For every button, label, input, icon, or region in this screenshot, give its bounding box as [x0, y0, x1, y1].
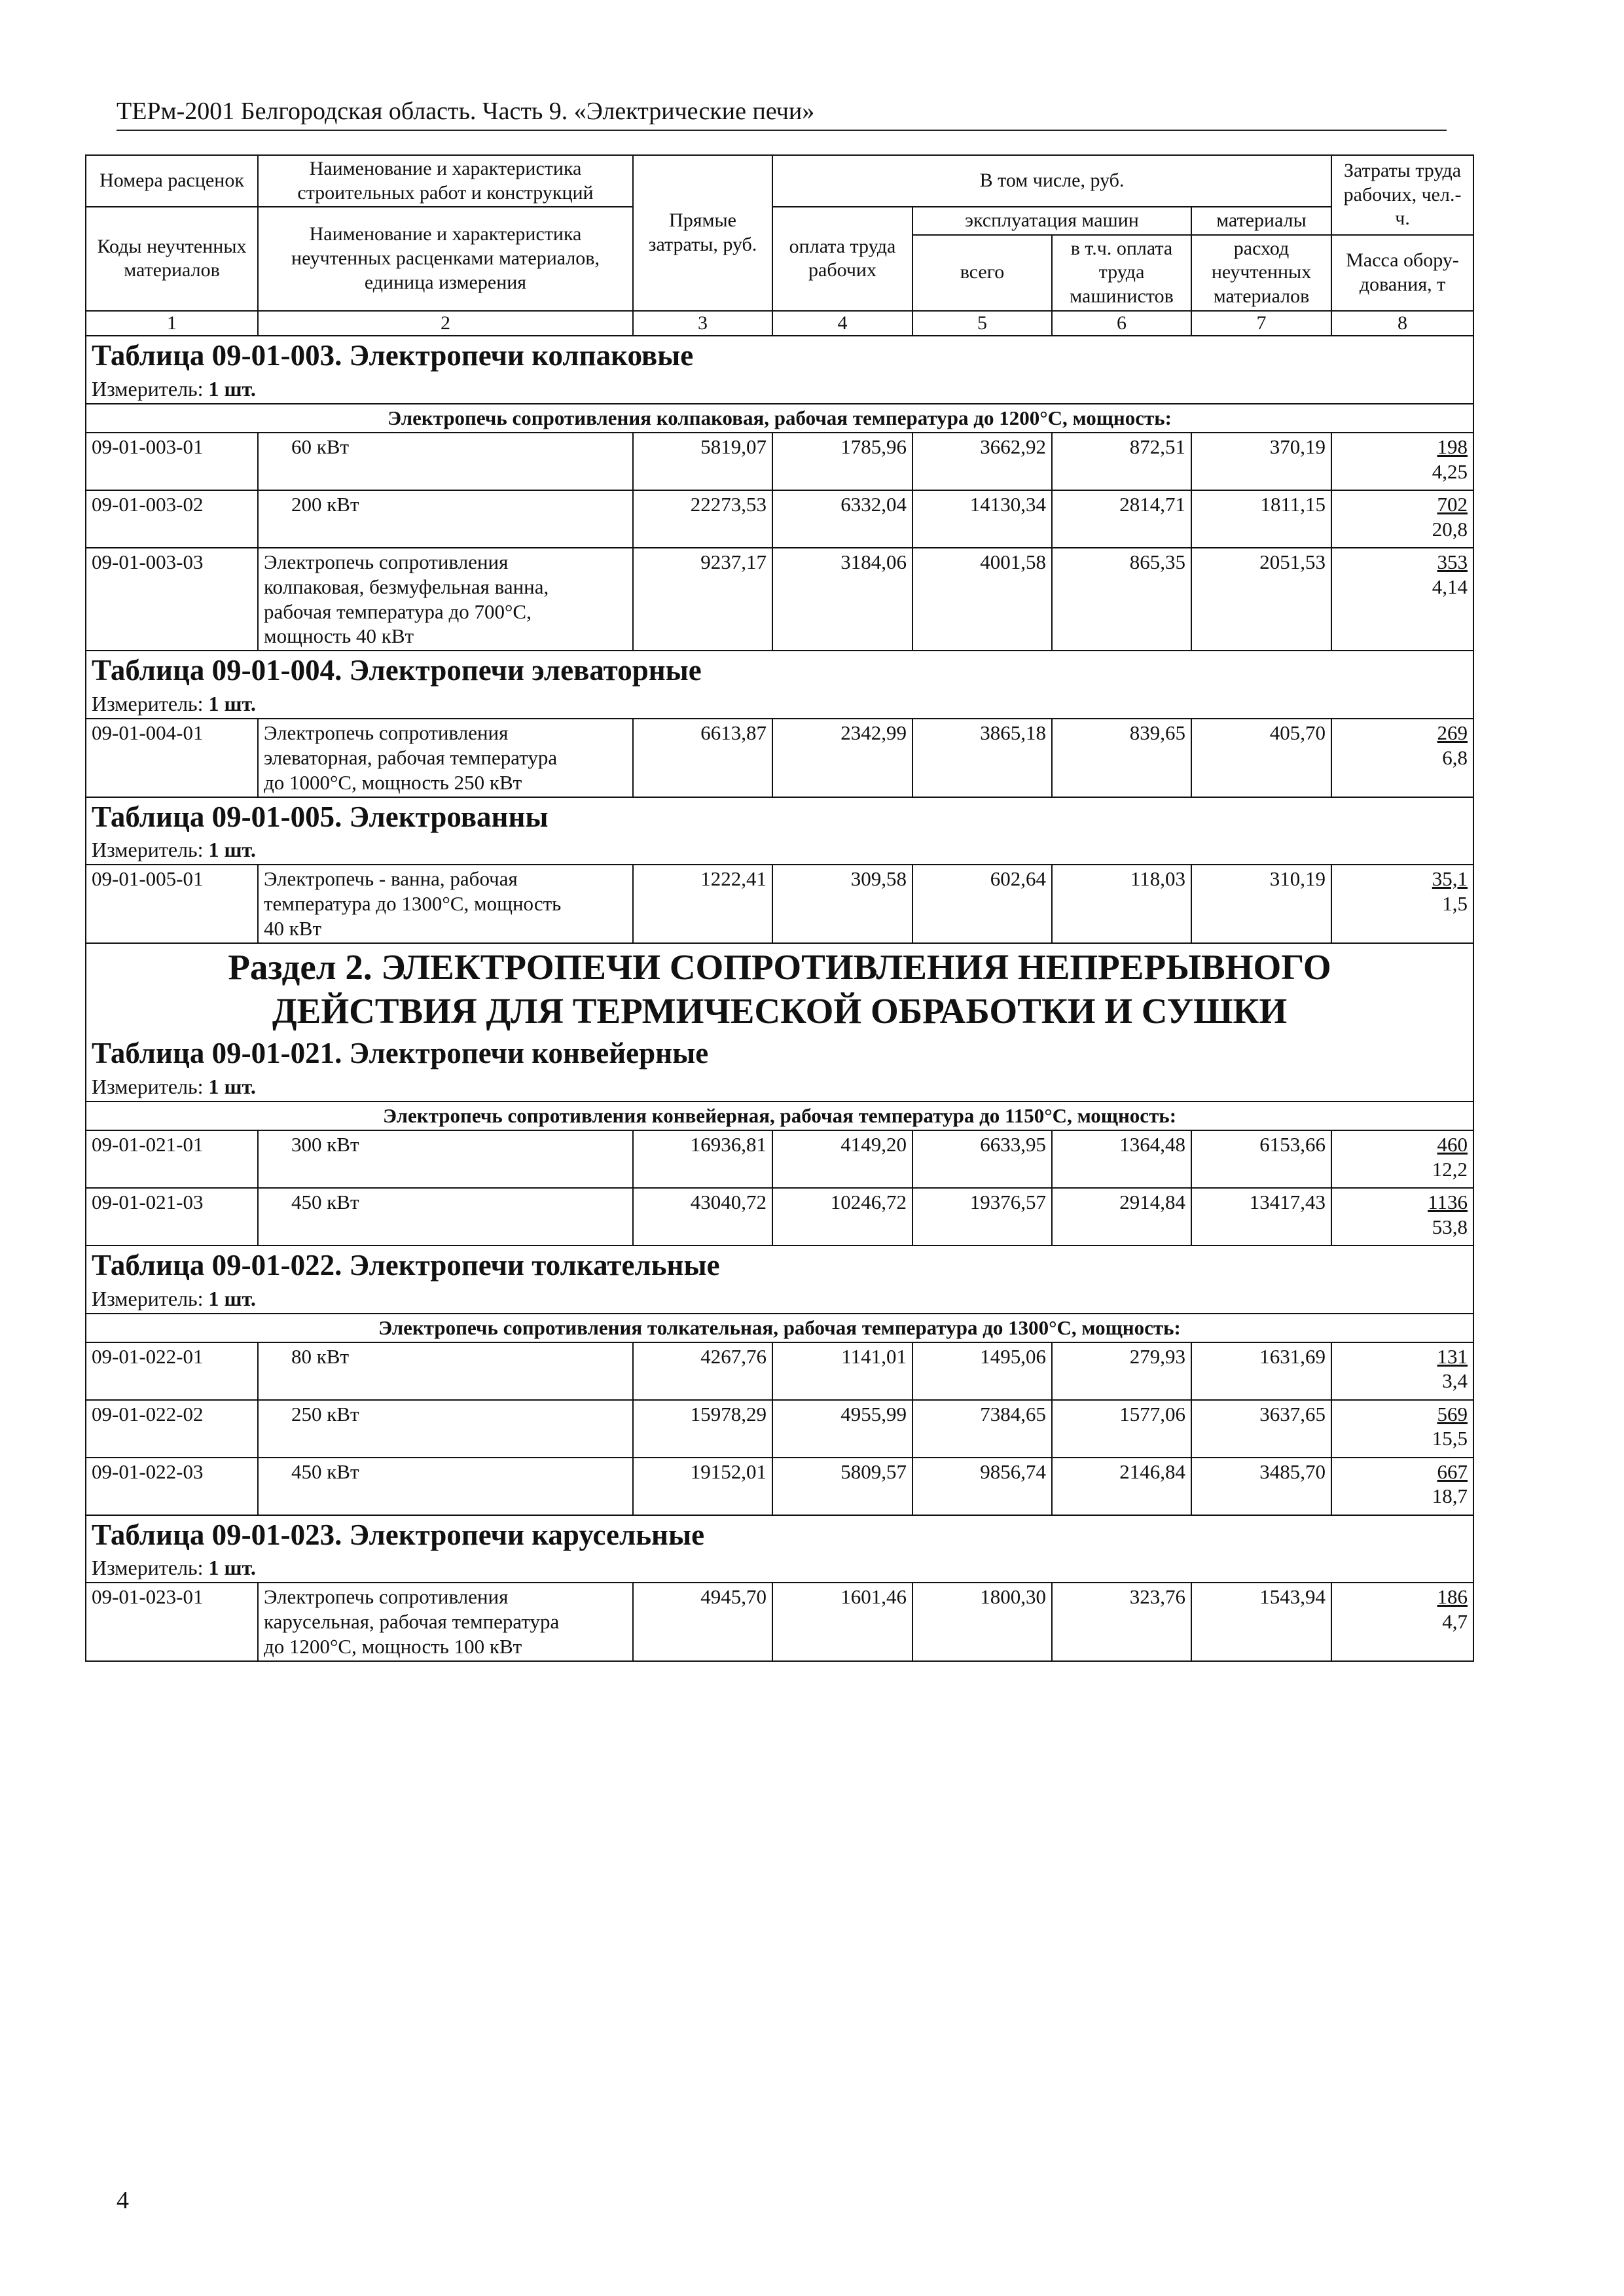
machines-total: 3865,18	[912, 719, 1052, 797]
measure-label: Измеритель:	[92, 377, 209, 401]
table-09-01-023	[86, 1515, 1473, 1661]
direct-cost: 1222,41	[633, 865, 772, 942]
measure-line	[86, 1073, 1473, 1102]
equipment-mass: 15,5	[1432, 1427, 1468, 1450]
labor-pay: 4955,99	[772, 1400, 912, 1458]
incl-header: В том числе, руб.	[772, 155, 1331, 207]
table-row	[86, 1188, 1473, 1246]
measure-label: Измеритель:	[92, 1074, 209, 1098]
direct-cost: 5819,07	[633, 433, 772, 490]
labor-mass-cell	[1331, 1188, 1473, 1246]
equipment-mass: 53,8	[1432, 1215, 1468, 1238]
labor-pay: 10246,72	[772, 1188, 912, 1246]
col8-header-a: Затраты труда рабочих, чел.-ч.	[1331, 155, 1473, 235]
labor-pay: 2342,99	[772, 719, 912, 797]
col-num: 2	[258, 311, 633, 336]
direct-cost: 22273,53	[633, 490, 772, 548]
row-name: 450 кВт	[258, 1458, 633, 1515]
table-row	[86, 490, 1473, 548]
col2-header-b: Наименование и характеристика неучтенных расценками материалов, единица измерения	[258, 207, 633, 310]
labor-pay: 4149,20	[772, 1130, 912, 1188]
col-num: 1	[86, 311, 258, 336]
col6-header: в т.ч. оплата труда машинистов	[1052, 235, 1191, 311]
col5-header: всего	[912, 235, 1052, 311]
table-09-01-022	[86, 1246, 1473, 1515]
materials-cost: 6153,66	[1191, 1130, 1331, 1188]
labor-mass-cell	[1331, 1400, 1473, 1458]
table-row	[86, 865, 1473, 942]
col1-header-a: Номера расценок	[86, 155, 258, 207]
measure-line	[86, 836, 1473, 865]
labor-hours: 198	[1437, 435, 1468, 458]
labor-hours: 186	[1437, 1585, 1468, 1609]
section-heading-line1: Раздел 2. ЭЛЕКТРОПЕЧИ СОПРОТИВЛЕНИЯ НЕПРЕРЫВНОГО	[228, 946, 1331, 987]
row-code: 09-01-022-02	[86, 1400, 258, 1458]
col-num: 8	[1331, 311, 1473, 336]
machinists-pay: 872,51	[1052, 433, 1191, 490]
measure-value: 1 шт.	[208, 1286, 256, 1310]
machinists-pay: 1364,48	[1052, 1130, 1191, 1188]
machinists-pay: 839,65	[1052, 719, 1191, 797]
measure-value: 1 шт.	[208, 1556, 256, 1580]
direct-cost: 43040,72	[633, 1188, 772, 1246]
table-row	[86, 1130, 1473, 1188]
col-num: 6	[1052, 311, 1191, 336]
subheading: Электропечь сопротивления конвейерная, рабочая температура до 1150°С, мощность:	[86, 1102, 1473, 1130]
table-title: Таблица 09-01-005. Электрованны	[86, 797, 1473, 836]
measure-label: Измеритель:	[92, 692, 209, 716]
machinists-pay: 865,35	[1052, 548, 1191, 651]
labor-mass-cell	[1331, 1583, 1473, 1660]
labor-pay: 6332,04	[772, 490, 912, 548]
labor-mass-cell	[1331, 865, 1473, 942]
materials-cost: 1631,69	[1191, 1342, 1331, 1400]
equipment-mass: 12,2	[1432, 1157, 1468, 1181]
row-code: 09-01-023-01	[86, 1583, 258, 1660]
direct-cost: 6613,87	[633, 719, 772, 797]
table-title: Таблица 09-01-003. Электропечи колпаковые	[86, 336, 1473, 375]
direct-cost: 4945,70	[633, 1583, 772, 1660]
table-09-01-021	[86, 1034, 1473, 1246]
col3-header: Прямые затраты, руб.	[633, 155, 772, 311]
row-code: 09-01-005-01	[86, 865, 258, 942]
machinists-pay: 2914,84	[1052, 1188, 1191, 1246]
machines-total: 9856,74	[912, 1458, 1052, 1515]
row-name: 60 кВт	[258, 433, 633, 490]
page-number: 4	[117, 2187, 129, 2214]
section-2	[86, 943, 1473, 1034]
row-code: 09-01-021-01	[86, 1130, 258, 1188]
materials-cost: 2051,53	[1191, 548, 1331, 651]
row-name: 250 кВт	[258, 1400, 633, 1458]
col-num: 3	[633, 311, 772, 336]
labor-hours: 667	[1437, 1460, 1468, 1483]
measure-line	[86, 1285, 1473, 1314]
equipment-mass: 4,7	[1442, 1610, 1468, 1634]
col-num: 5	[912, 311, 1052, 336]
labor-pay: 309,58	[772, 865, 912, 942]
measure-value: 1 шт.	[208, 692, 256, 716]
col8-header-b: Масса обору-дования, т	[1331, 235, 1473, 311]
equipment-mass: 1,5	[1442, 892, 1468, 916]
col1-header-b: Коды неучтенных материалов	[86, 207, 258, 310]
equipment-mass: 20,8	[1432, 517, 1468, 541]
table-title: Таблица 09-01-021. Электропечи конвейерные	[86, 1034, 1473, 1073]
labor-mass-cell	[1331, 548, 1473, 651]
table-09-01-005	[86, 797, 1473, 943]
table-row	[86, 548, 1473, 651]
machines-total: 602,64	[912, 865, 1052, 942]
table-09-01-003	[86, 336, 1473, 651]
machines-total: 1495,06	[912, 1342, 1052, 1400]
materials-cost: 3485,70	[1191, 1458, 1331, 1515]
labor-pay: 1141,01	[772, 1342, 912, 1400]
section-heading	[86, 943, 1473, 1034]
machinists-pay: 118,03	[1052, 865, 1191, 942]
row-name: 450 кВт	[258, 1188, 633, 1246]
materials-cost: 1811,15	[1191, 490, 1331, 548]
row-name: 200 кВт	[258, 490, 633, 548]
row-name: 300 кВт	[258, 1130, 633, 1188]
col4-header: оплата труда рабочих	[772, 207, 912, 310]
labor-hours: 702	[1437, 492, 1468, 516]
labor-pay: 5809,57	[772, 1458, 912, 1515]
subheading: Электропечь сопротивления толкательная, рабочая температура до 1300°С, мощность:	[86, 1314, 1473, 1342]
equipment-mass: 4,14	[1432, 575, 1468, 598]
materials-header: материалы	[1191, 207, 1331, 235]
materials-cost: 310,19	[1191, 865, 1331, 942]
labor-mass-cell	[1331, 433, 1473, 490]
equipment-mass: 4,25	[1432, 459, 1468, 483]
labor-hours: 460	[1437, 1132, 1468, 1156]
measure-line	[86, 375, 1473, 404]
measure-label: Измеритель:	[92, 1556, 209, 1580]
materials-cost: 370,19	[1191, 433, 1331, 490]
equipment-mass: 3,4	[1442, 1369, 1468, 1393]
direct-cost: 4267,76	[633, 1342, 772, 1400]
table-row	[86, 1342, 1473, 1400]
labor-pay: 1601,46	[772, 1583, 912, 1660]
col-num: 7	[1191, 311, 1331, 336]
column-numbers-row	[86, 311, 1473, 336]
row-code: 09-01-003-03	[86, 548, 258, 651]
table-row	[86, 1400, 1473, 1458]
materials-cost: 405,70	[1191, 719, 1331, 797]
measure-label: Измеритель:	[92, 1286, 209, 1310]
machinists-pay: 2814,71	[1052, 490, 1191, 548]
machines-total: 14130,34	[912, 490, 1052, 548]
price-table	[85, 154, 1474, 1662]
measure-label: Измеритель:	[92, 838, 209, 862]
labor-hours: 569	[1437, 1402, 1468, 1426]
labor-mass-cell	[1331, 490, 1473, 548]
row-code: 09-01-003-02	[86, 490, 258, 548]
measure-value: 1 шт.	[208, 838, 256, 862]
table-title: Таблица 09-01-022. Электропечи толкательные	[86, 1246, 1473, 1285]
materials-cost: 1543,94	[1191, 1583, 1331, 1660]
machinists-pay: 323,76	[1052, 1583, 1191, 1660]
direct-cost: 9237,17	[633, 548, 772, 651]
machines-total: 3662,92	[912, 433, 1052, 490]
labor-mass-cell	[1331, 1130, 1473, 1188]
direct-cost: 16936,81	[633, 1130, 772, 1188]
equipment-mass: 6,8	[1442, 745, 1468, 769]
section-heading-line2: ДЕЙСТВИЯ ДЛЯ ТЕРМИЧЕСКОЙ ОБРАБОТКИ И СУШКИ	[272, 990, 1288, 1031]
col-num: 4	[772, 311, 912, 336]
machinists-pay: 1577,06	[1052, 1400, 1191, 1458]
measure-value: 1 шт.	[208, 1074, 256, 1098]
row-name: Электропечь сопротивления колпаковая, безмуфельная ванна, рабочая температура до 700°С, мощность 40 кВт	[258, 548, 633, 651]
labor-mass-cell	[1331, 1342, 1473, 1400]
direct-cost: 19152,01	[633, 1458, 772, 1515]
col7-header: расход неучтенных материалов	[1191, 235, 1331, 311]
table-title: Таблица 09-01-023. Электропечи карусельные	[86, 1515, 1473, 1554]
measure-line	[86, 1554, 1473, 1583]
row-code: 09-01-004-01	[86, 719, 258, 797]
direct-cost: 15978,29	[633, 1400, 772, 1458]
machinists-pay: 2146,84	[1052, 1458, 1191, 1515]
table-row	[86, 1583, 1473, 1660]
machines-total: 1800,30	[912, 1583, 1052, 1660]
labor-pay: 3184,06	[772, 548, 912, 651]
row-name: Электропечь - ванна, рабочая температура до 1300°С, мощность 40 кВт	[258, 865, 633, 942]
table-row	[86, 719, 1473, 797]
row-code: 09-01-022-01	[86, 1342, 258, 1400]
row-name: Электропечь сопротивления элеваторная, рабочая температура до 1000°С, мощность 250 кВт	[258, 719, 633, 797]
equipment-mass: 18,7	[1432, 1484, 1468, 1508]
measure-line	[86, 690, 1473, 719]
page-header: ТЕРм-2001 Белгородская область. Часть 9. «Электрические печи»	[117, 97, 1447, 131]
materials-cost: 13417,43	[1191, 1188, 1331, 1246]
machines-total: 4001,58	[912, 548, 1052, 651]
labor-mass-cell	[1331, 719, 1473, 797]
machines-header: эксплуатация машин	[912, 207, 1191, 235]
labor-hours: 1136	[1428, 1190, 1468, 1213]
measure-value: 1 шт.	[208, 377, 256, 401]
row-name: 80 кВт	[258, 1342, 633, 1400]
table-row	[86, 433, 1473, 490]
machines-total: 6633,95	[912, 1130, 1052, 1188]
row-code: 09-01-021-03	[86, 1188, 258, 1246]
materials-cost: 3637,65	[1191, 1400, 1331, 1458]
labor-hours: 353	[1437, 550, 1468, 573]
table-row	[86, 1458, 1473, 1515]
table-title: Таблица 09-01-004. Электропечи элеваторные	[86, 651, 1473, 690]
labor-mass-cell	[1331, 1458, 1473, 1515]
col2-header-a: Наименование и характеристика строительных работ и конструкций	[258, 155, 633, 207]
row-name: Электропечь сопротивления карусельная, рабочая температура до 1200°С, мощность 100 кВт	[258, 1583, 633, 1660]
labor-hours: 131	[1437, 1344, 1468, 1368]
row-code: 09-01-022-03	[86, 1458, 258, 1515]
table-09-01-004	[86, 651, 1473, 797]
machines-total: 19376,57	[912, 1188, 1052, 1246]
subheading: Электропечь сопротивления колпаковая, рабочая температура до 1200°С, мощность:	[86, 404, 1473, 433]
labor-pay: 1785,96	[772, 433, 912, 490]
labor-hours: 269	[1437, 721, 1468, 745]
labor-hours: 35,1	[1432, 867, 1468, 891]
row-code: 09-01-003-01	[86, 433, 258, 490]
machines-total: 7384,65	[912, 1400, 1052, 1458]
machinists-pay: 279,93	[1052, 1342, 1191, 1400]
